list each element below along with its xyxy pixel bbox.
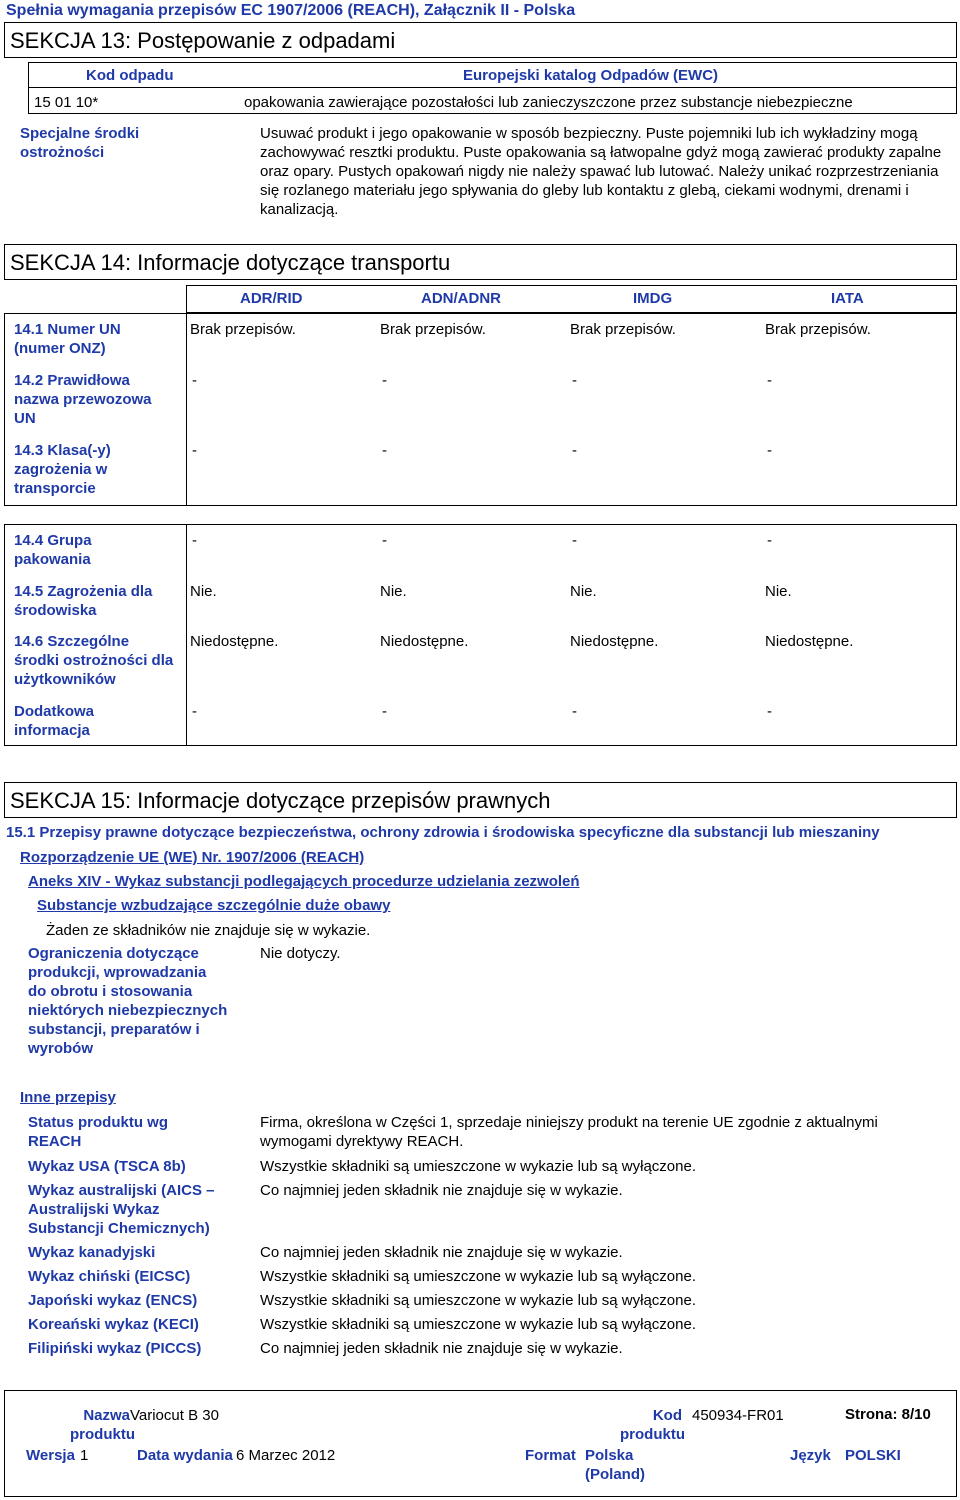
section14-title: SEKCJA 14: Informacje dotyczące transportu: [10, 250, 451, 275]
waste-description: opakowania zawierające pozostałości lub zanieczyszczone przez substancje niebezpieczne: [244, 94, 853, 111]
section15-title: SEKCJA 15: Informacje dotyczące przepisów prawnych: [10, 788, 551, 813]
inventory-label: Wykaz USA (TSCA 8b): [28, 1158, 186, 1175]
transport-col-divider-bottom: [186, 524, 187, 746]
footer-date-value: 6 Marzec 2012: [236, 1447, 336, 1464]
inventory-label: Wykaz australijski (AICS – Australijski Wykaz Substancji Chemicznych): [28, 1182, 215, 1237]
transport-cell: Nie.: [190, 583, 217, 600]
transport-cell: Brak przepisów.: [570, 321, 676, 338]
col-ewc: Europejski katalog Odpadów (EWC): [463, 67, 719, 84]
transport-row-label: 14.3 Klasa(-y) zagrożenia w transporcie: [14, 442, 111, 497]
transport-row-label: Dodatkowa informacja: [14, 703, 95, 739]
transport-cell: -: [572, 372, 577, 389]
transport-cell: -: [382, 442, 387, 459]
transport-cell: -: [382, 703, 387, 720]
transport-cell: -: [767, 372, 772, 389]
other-regulations-heading: Inne przepisy: [20, 1089, 116, 1106]
transport-cell: -: [192, 442, 197, 459]
waste-code: 15 01 10*: [34, 94, 99, 111]
inventory-value: Co najmniej jeden składnik nie znajduje się w wykazie.: [260, 1340, 623, 1357]
section15-1-heading: 15.1 Przepisy prawne dotyczące bezpieczeństwa, ochrony zdrowia i środowiska specyficzne dla substancji lub mieszaniny: [6, 824, 880, 841]
transport-cell: Niedostępne.: [190, 633, 279, 650]
transport-row-label: 14.4 Grupa pakowania: [14, 532, 92, 568]
transport-row-label: 14.5 Zagrożenia dla środowiska: [14, 583, 153, 619]
svhc-text: Żaden ze składników nie znajduje się w wykazie.: [46, 922, 371, 939]
section13-title: SEKCJA 13: Postępowanie z odpadami: [10, 28, 396, 53]
transport-cell: -: [572, 532, 577, 549]
footer-format-label: Format: [525, 1447, 576, 1464]
transport-cell: -: [192, 703, 197, 720]
inventory-label: Wykaz kanadyjski: [28, 1244, 156, 1261]
footer-date-label: Data wydania: [137, 1447, 233, 1464]
footer-name-value: Variocut B 30: [130, 1407, 219, 1424]
waste-table-header-rule: [28, 87, 957, 88]
transport-cell: -: [767, 442, 772, 459]
transport-cell: -: [767, 703, 772, 720]
transport-cell: Niedostępne.: [380, 633, 469, 650]
col-waste-code: Kod odpadu: [86, 67, 174, 84]
footer-page: Strona: 8/10: [845, 1406, 931, 1423]
transport-cell: Nie.: [765, 583, 792, 600]
restrictions-value: Nie dotyczy.: [260, 945, 341, 962]
transport-cell: -: [767, 532, 772, 549]
transport-cell: -: [382, 532, 387, 549]
transport-col-divider-top: [186, 313, 187, 506]
reach-regulation-heading: Rozporządzenie UE (WE) Nr. 1907/2006 (REACH): [20, 849, 365, 866]
transport-cell: Brak przepisów.: [765, 321, 871, 338]
inventory-value: Wszystkie składniki są umieszczone w wykazie lub są wyłączone.: [260, 1268, 696, 1285]
transport-cell: -: [192, 532, 197, 549]
footer-name-label: Nazwa produktu: [70, 1407, 135, 1443]
footer-code-value: 450934-FR01: [692, 1407, 784, 1424]
inventory-label: Japoński wykaz (ENCS): [28, 1292, 198, 1309]
transport-row-label: 14.1 Numer UN (numer ONZ): [14, 321, 121, 357]
transport-cell: -: [382, 372, 387, 389]
footer-version-value: 1: [80, 1447, 89, 1464]
transport-col-adn: ADN/ADNR: [421, 290, 501, 307]
inventory-value: Firma, określona w Części 1, sprzedaje niniejszy produkt na terenie UE zgodnie z aktualnymi wymogami dyrektywy REACH.: [260, 1114, 878, 1150]
inventory-label: Status produktu wg REACH: [28, 1114, 168, 1150]
transport-col-adr: ADR/RID: [240, 290, 303, 307]
precautions-text: Usuwać produkt i jego opakowanie w sposób bezpieczny. Puste pojemniki lub ich wykładziny mogą zachowywać resztki produktu. Puste opakowania są łatwopalne gdyż mogą zawierać produkty zapalne oraz opary. Pustych opakowań nigdy nie należy spawać lub lutować. Należy unikać rozprzestrzeniania się rozlanego materiału jego spływania do gleby lub kontaktu z glebą, ciekami wodnymi, drenami i kanalizacją.: [260, 125, 942, 218]
transport-cell: Niedostępne.: [765, 633, 854, 650]
footer-format-value: Polska (Poland): [585, 1447, 645, 1483]
transport-cell: Nie.: [380, 583, 407, 600]
transport-cell: -: [192, 372, 197, 389]
transport-cell: Niedostępne.: [570, 633, 659, 650]
transport-row-label: 14.6 Szczególne środki ostrożności dla użytkowników: [14, 633, 174, 688]
transport-cell: -: [572, 442, 577, 459]
inventory-value: Co najmniej jeden składnik nie znajduje się w wykazie.: [260, 1182, 623, 1199]
transport-cell: Brak przepisów.: [380, 321, 486, 338]
inventory-label: Koreański wykaz (KECI): [28, 1316, 199, 1333]
transport-cell: Brak przepisów.: [190, 321, 296, 338]
transport-row-label: 14.2 Prawidłowa nazwa przewozowa UN: [14, 372, 152, 427]
inventory-value: Wszystkie składniki są umieszczone w wykazie lub są wyłączone.: [260, 1292, 696, 1309]
footer-language-label: Język: [790, 1447, 831, 1464]
inventory-value: Wszystkie składniki są umieszczone w wykazie lub są wyłączone.: [260, 1316, 696, 1333]
transport-col-iata: IATA: [831, 290, 864, 307]
transport-cell: Nie.: [570, 583, 597, 600]
inventory-label: Wykaz chiński (EICSC): [28, 1268, 191, 1285]
restrictions-label: Ograniczenia dotyczące produkcji, wprowadzania do obrotu i stosowania niektórych niebezpiecznych substancji, preparatów i wyrobów: [28, 945, 228, 1057]
precautions-label: Specjalne środki ostrożności: [20, 125, 140, 161]
svhc-heading: Substancje wzbudzające szczególnie duże obawy: [37, 897, 391, 914]
inventory-value: Co najmniej jeden składnik nie znajduje się w wykazie.: [260, 1244, 623, 1261]
footer-language-value: POLSKI: [845, 1447, 901, 1464]
compliance-header: Spełnia wymagania przepisów EC 1907/2006 (REACH), Załącznik II - Polska: [6, 2, 576, 19]
transport-cell: -: [572, 703, 577, 720]
footer-version-label: Wersja: [26, 1447, 75, 1464]
inventory-value: Wszystkie składniki są umieszczone w wykazie lub są wyłączone.: [260, 1158, 696, 1175]
inventory-label: Filipiński wykaz (PICCS): [28, 1340, 202, 1357]
transport-col-imdg: IMDG: [633, 290, 673, 307]
annex-xiv-heading: Aneks XIV - Wykaz substancji podlegających procedurze udzielania zezwoleń: [28, 873, 580, 890]
footer-code-label: Kod produktu: [620, 1407, 685, 1443]
